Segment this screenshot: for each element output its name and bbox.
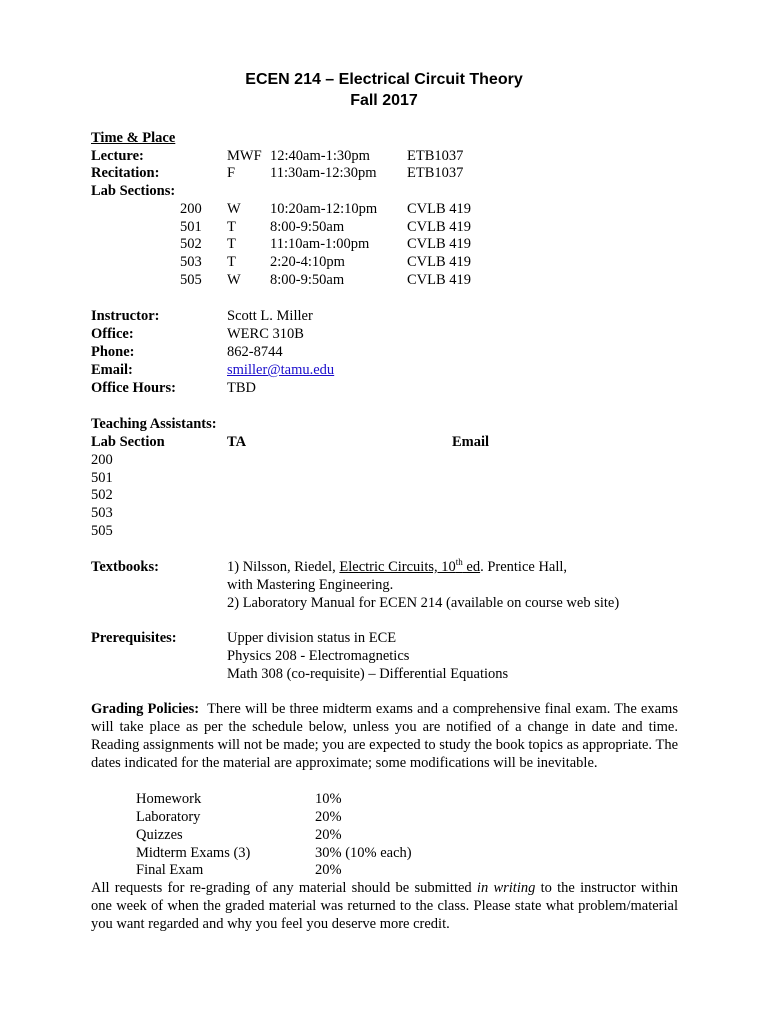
- recitation-time: 11:30am-12:30pm: [270, 165, 377, 181]
- lab-time: 11:10am-1:00pm: [270, 236, 370, 252]
- lab-room: CVLB 419: [407, 236, 472, 252]
- ta-col-email: Email: [452, 434, 490, 450]
- prereq-line: Math 308 (co-requisite) – Differential Equations: [227, 666, 509, 682]
- instructor-label: Instructor:: [91, 308, 160, 324]
- textbook-title-text: Electric Circuits, 10: [339, 559, 456, 575]
- lab-day: T: [227, 236, 236, 252]
- regrade-paragraph: [91, 879, 678, 933]
- grading-text: There will be three midterm exams and a comprehensive final exam. The exams will take place as per the schedule below, unless you are notified of a change in date and time. Reading assignments will not be made; you are expected to study the book topics as appropriate. The dates indicated for the material are approximate; some modifications will be inevitable.: [91, 701, 678, 771]
- prereq-line: Physics 208 - Electromagnetics: [227, 648, 410, 664]
- grading-item-weight: 10%: [315, 791, 342, 807]
- ta-section-row: 503: [91, 505, 113, 521]
- instructor-name: Scott L. Miller: [227, 308, 313, 324]
- recitation-label: Recitation:: [91, 165, 160, 181]
- office-label: Office:: [91, 326, 134, 342]
- grading-item-name: Midterm Exams (3): [136, 845, 251, 861]
- grading-paragraph: [91, 700, 678, 772]
- lab-section-number: 200: [180, 201, 202, 217]
- grading-label: Grading Policies:: [91, 701, 200, 717]
- email-label: Email:: [91, 362, 133, 378]
- office-hours-label: Office Hours:: [91, 380, 176, 396]
- lab-room: CVLB 419: [407, 272, 472, 288]
- regrade-emphasis: in writing: [476, 880, 536, 896]
- grading-item-weight: 20%: [315, 809, 342, 825]
- lab-time: 8:00-9:50am: [270, 272, 345, 288]
- textbook-edition-ed: ed: [462, 559, 481, 575]
- office-hours-value: TBD: [227, 380, 256, 396]
- textbook-line-1: [227, 558, 567, 576]
- textbook-authors: 1) Nilsson, Riedel,: [227, 559, 340, 575]
- recitation-days: F: [227, 165, 236, 181]
- ta-heading: Teaching Assistants:: [91, 416, 217, 432]
- ta-section-row: 505: [91, 523, 113, 539]
- office-value: WERC 310B: [227, 326, 304, 342]
- phone-label: Phone:: [91, 344, 135, 360]
- textbook-publisher: . Prentice Hall,: [480, 559, 568, 575]
- lab-time: 8:00-9:50am: [270, 219, 345, 235]
- grading-item-weight: 30% (10% each): [315, 845, 412, 861]
- ta-col-ta: TA: [227, 434, 247, 450]
- lab-section-number: 502: [180, 236, 202, 252]
- lecture-time: 12:40am-1:30pm: [270, 148, 370, 164]
- lab-room: CVLB 419: [407, 201, 472, 217]
- phone-value: 862-8744: [227, 344, 283, 360]
- grading-item-name: Final Exam: [136, 862, 204, 878]
- grading-item-name: Quizzes: [136, 827, 183, 843]
- lab-room: CVLB 419: [407, 219, 472, 235]
- lab-day: T: [227, 219, 236, 235]
- lab-section-number: 501: [180, 219, 202, 235]
- time-place-heading: Time & Place: [91, 130, 176, 146]
- grading-item-weight: 20%: [315, 827, 342, 843]
- textbooks-label: Textbooks:: [91, 559, 159, 575]
- lab-section-number: 505: [180, 272, 202, 288]
- textbook-line-2: with Mastering Engineering.: [227, 577, 394, 593]
- prereq-label: Prerequisites:: [91, 630, 177, 646]
- lab-day: W: [227, 272, 241, 288]
- email-link[interactable]: smiller@tamu.edu: [227, 362, 335, 378]
- lab-time: 10:20am-12:10pm: [270, 201, 378, 217]
- lab-day: T: [227, 254, 236, 270]
- document-title: ECEN 214 – Electrical Circuit Theory: [245, 71, 523, 88]
- prereq-line: Upper division status in ECE: [227, 630, 397, 646]
- ta-section-row: 502: [91, 487, 113, 503]
- document-term: Fall 2017: [350, 92, 418, 109]
- regrade-text-end: to the instructor within one week of when the graded material was returned to the class. Please state what problem/material you want regarded and why you feel you deserve more credit.: [91, 880, 678, 932]
- grading-item-name: Homework: [136, 791, 202, 807]
- textbook-line-3: 2) Laboratory Manual for ECEN 214 (available on course web site): [227, 595, 620, 611]
- textbook-edition-sup: th: [455, 557, 463, 567]
- ta-section-row: 501: [91, 470, 113, 486]
- textbook-title: [339, 559, 480, 575]
- lab-section-number: 503: [180, 254, 202, 270]
- ta-section-row: 200: [91, 452, 113, 468]
- ta-col-lab-section: Lab Section: [91, 434, 165, 450]
- lecture-room: ETB1037: [407, 148, 464, 164]
- lab-room: CVLB 419: [407, 254, 472, 270]
- lab-sections-label: Lab Sections:: [91, 183, 176, 199]
- lecture-label: Lecture:: [91, 148, 144, 164]
- regrade-text-start: All requests for re-grading of any material should be submitted: [91, 880, 477, 896]
- grading-item-weight: 20%: [315, 862, 342, 878]
- lecture-days: MWF: [227, 148, 262, 164]
- lab-day: W: [227, 201, 241, 217]
- lab-time: 2:20-4:10pm: [270, 254, 345, 270]
- grading-item-name: Laboratory: [136, 809, 201, 825]
- recitation-room: ETB1037: [407, 165, 464, 181]
